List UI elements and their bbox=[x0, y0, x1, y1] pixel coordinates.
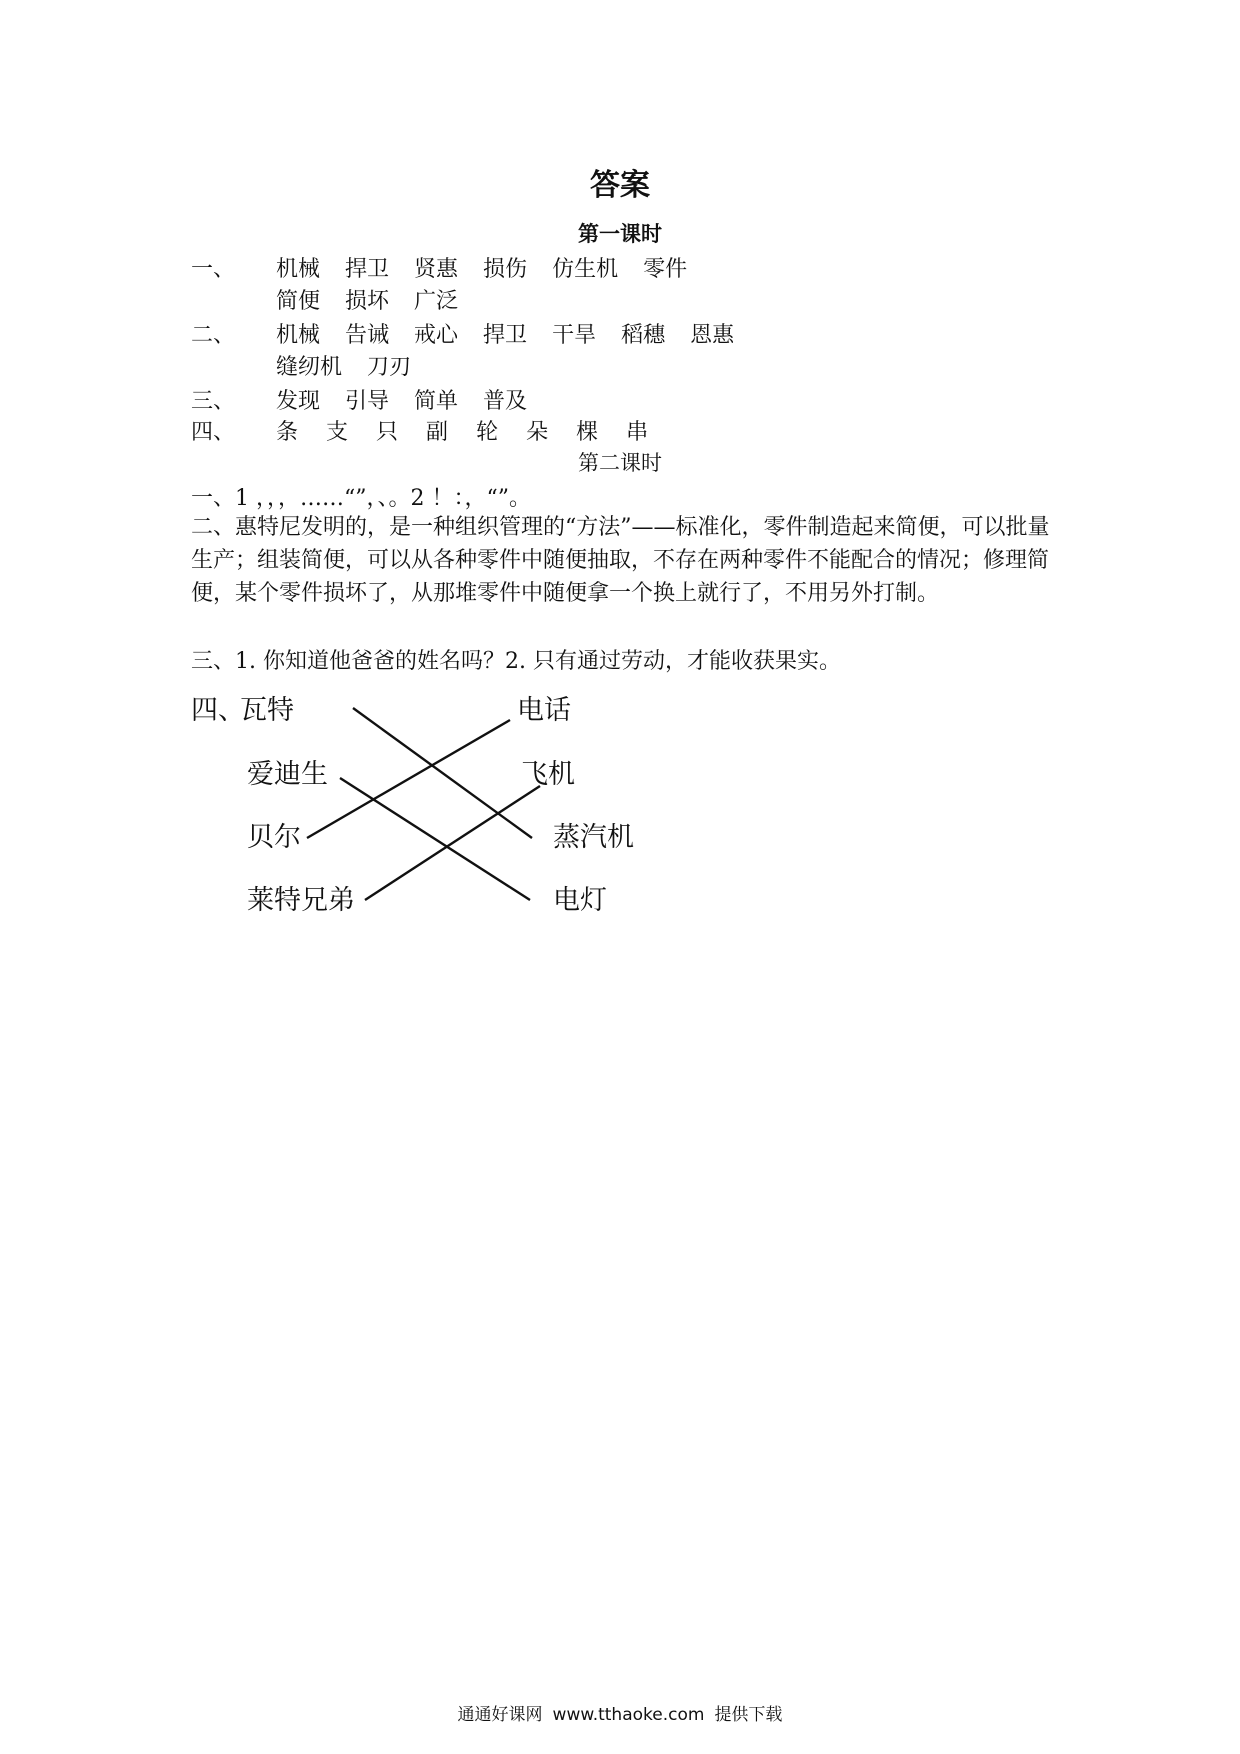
word: 棵 bbox=[576, 420, 599, 445]
match-line-wright-airplane bbox=[365, 786, 540, 900]
word: 只 bbox=[376, 420, 399, 445]
l2-q1-answer: 一、1 ，，，……“”，、。2 ！：，“”。 bbox=[191, 486, 531, 511]
word: 缝纫机 bbox=[276, 355, 343, 380]
word: 简单 bbox=[414, 389, 459, 414]
match-right-3: 蒸汽机 bbox=[553, 822, 634, 853]
match-line-watt-steam-engine bbox=[353, 708, 532, 838]
q2-number: 二、 bbox=[191, 323, 236, 348]
word: 广泛 bbox=[414, 289, 459, 314]
word: 简便 bbox=[276, 289, 321, 314]
footer-site: 通通好课网 bbox=[457, 1705, 543, 1725]
word: 引导 bbox=[345, 389, 390, 414]
word: 恩惠 bbox=[690, 323, 735, 348]
lesson-2-heading: 第二课时 bbox=[578, 451, 662, 475]
q1-number: 一、 bbox=[191, 257, 236, 282]
word: 贤惠 bbox=[414, 257, 459, 282]
match-left-2: 爱迪生 bbox=[247, 759, 328, 790]
word: 戒心 bbox=[414, 323, 459, 348]
match-prefix: 四、 bbox=[191, 695, 245, 726]
l2-q3-answer: 三、1. 你知道他爸爸的姓名吗？2. 只有通过劳动，才能收获果实。 bbox=[191, 649, 841, 674]
word: 损坏 bbox=[345, 289, 390, 314]
footer-url[interactable]: www.tthaoke.com bbox=[552, 1705, 705, 1725]
word: 朵 bbox=[526, 420, 549, 445]
footer bbox=[0, 1700, 1240, 1725]
match-left-1: 瓦特 bbox=[240, 695, 294, 726]
word: 机械 bbox=[276, 257, 321, 282]
word: 支 bbox=[326, 420, 349, 445]
lesson-1-heading: 第一课时 bbox=[578, 221, 662, 246]
match-left-4: 莱特兄弟 bbox=[247, 885, 355, 916]
word: 捍卫 bbox=[483, 323, 528, 348]
word: 仿生机 bbox=[552, 257, 619, 282]
footer-suffix: 提供下载 bbox=[714, 1705, 783, 1725]
word: 轮 bbox=[476, 420, 499, 445]
match-line-bell-telephone bbox=[307, 720, 510, 838]
word: 零件 bbox=[643, 257, 688, 282]
word: 条 bbox=[276, 420, 299, 445]
word: 告诫 bbox=[345, 323, 390, 348]
word: 干旱 bbox=[552, 323, 597, 348]
match-line-edison-light-bulb bbox=[340, 778, 530, 900]
match-right-4: 电灯 bbox=[553, 885, 607, 916]
q3-number: 三、 bbox=[191, 389, 236, 414]
match-right-2: 飞机 bbox=[521, 759, 575, 790]
q4-number: 四、 bbox=[191, 420, 236, 445]
word: 机械 bbox=[276, 323, 321, 348]
l2-q2-answer: 二、惠特尼发明的，是一种组织管理的“方法”——标准化，零件制造起来简便，可以批量生产；组装简便，可以从各种零件中随便抽取，不存在两种零件不能配合的情况；修理简便，某个零件损坏了，从那堆零件中随便拿一个换上就行了，不用另外打制。 bbox=[191, 515, 1050, 606]
page-title: 答案 bbox=[590, 168, 650, 203]
word: 普及 bbox=[483, 389, 528, 414]
word: 稻穗 bbox=[621, 323, 666, 348]
word: 刀刃 bbox=[367, 355, 412, 380]
word: 发现 bbox=[276, 389, 321, 414]
word: 副 bbox=[426, 420, 449, 445]
word: 捍卫 bbox=[345, 257, 390, 282]
word: 损伤 bbox=[483, 257, 528, 282]
match-left-3: 贝尔 bbox=[247, 822, 301, 853]
match-right-1: 电话 bbox=[517, 695, 571, 726]
word: 串 bbox=[626, 420, 649, 445]
